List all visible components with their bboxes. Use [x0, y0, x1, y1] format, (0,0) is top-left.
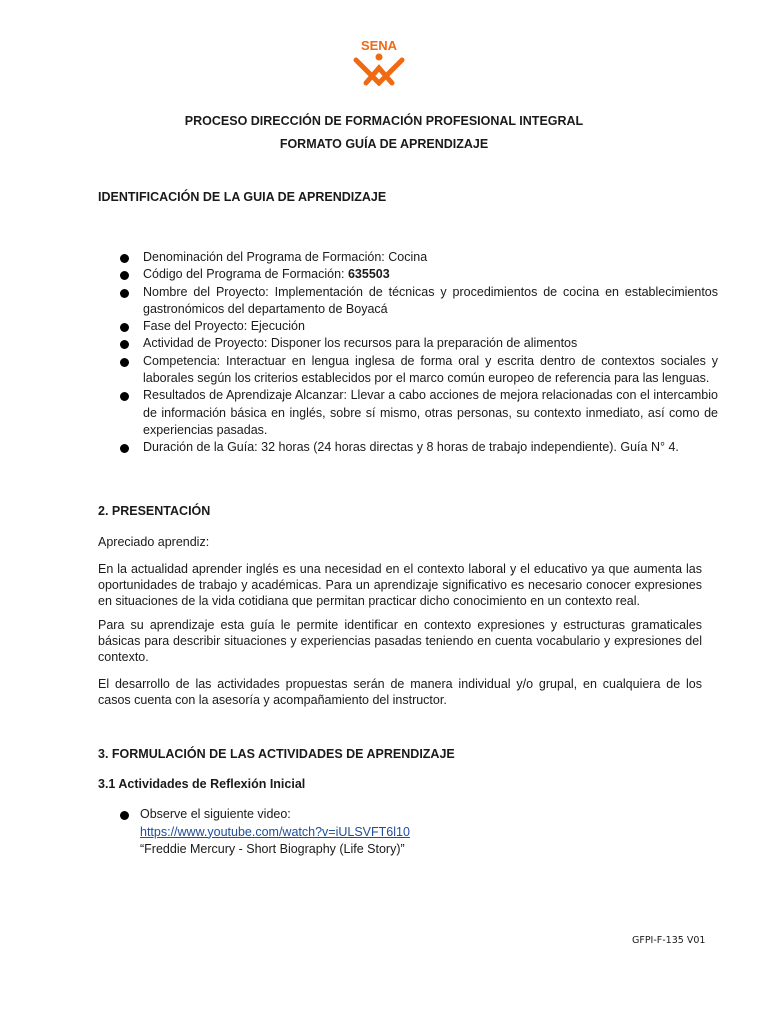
- presentation-paragraph-2: Para su aprendizaje esta guía le permite identificar en contexto expresiones y estructuras gramaticales básicas para describir situaciones y experiencias pasadas teniendo en cuenta vocabulario y expresiones del contexto.: [98, 618, 702, 664]
- presentation-heading: 2. PRESENTACIÓN: [98, 504, 211, 518]
- list-item: Competencia: Interactuar en lengua inglesa de forma oral y escrita dentro de contextos sociales y laborales según los criterios establecidos por el marco común europeo de referencia para las lenguas.: [98, 353, 718, 388]
- sena-logo: [350, 38, 408, 86]
- list-item: Observe el siguiente video: https://www.youtube.com/watch?v=iULSVFT6l10 “Freddie Mercury - Short Biography (Life Story)”: [98, 806, 678, 859]
- activities-list: [98, 806, 678, 859]
- greeting: Apreciado aprendiz:: [98, 535, 210, 549]
- program-code: 635503: [347, 267, 390, 282]
- list-item: Denominación del Programa de Formación: Cocina: [98, 249, 718, 266]
- list-item: Fase del Proyecto: Ejecución: [98, 318, 718, 335]
- footer-code: GFPI-F-135 V01: [632, 935, 706, 946]
- list-item: Nombre del Proyecto: Implementación de técnicas y procedimientos de cocina en establecimientos gastronómicos del departamento de Boyacá: [98, 284, 718, 319]
- document-process-title: PROCESO DIRECCIÓN DE FORMACIÓN PROFESIONAL INTEGRAL: [184, 114, 584, 128]
- presentation-paragraph-3: El desarrollo de las actividades propuestas serán de manera individual y/o grupal, en cualquiera de los casos cuenta con la asesoría y acompañamiento del instructor.: [98, 677, 702, 707]
- list-item: Código del Programa de Formación: 635503: [98, 266, 718, 283]
- video-title: “Freddie Mercury - Short Biography (Life Story)”: [140, 842, 405, 856]
- identification-heading: IDENTIFICACIÓN DE LA GUIA DE APRENDIZAJE: [98, 190, 387, 204]
- list-item: Resultados de Aprendizaje Alcanzar: Llevar a cabo acciones de mejora relacionadas con el intercambio de información básica en inglés, sobre sí mismo, otras personas, su contexto inmediato, así como de experiencias pasadas.: [98, 387, 718, 439]
- presentation-paragraph-1: En la actualidad aprender inglés es una necesidad en el contexto laboral y el educativo ya que aumenta las oportunidades de trabajo y académicas. Para un aprendizaje significativo es necesario conocer expresiones en situaciones de la vida cotidiana que permitan practicar dicho conocimiento en un contexto real.: [98, 562, 702, 608]
- list-item: Actividad de Proyecto: Disponer los recursos para la preparación de alimentos: [98, 335, 718, 352]
- video-link[interactable]: https://www.youtube.com/watch?v=iULSVFT6l10: [140, 824, 410, 839]
- reflection-subheading: 3.1 Actividades de Reflexión Inicial: [98, 777, 306, 791]
- list-item: Duración de la Guía: 32 horas (24 horas directas y 8 horas de trabajo independiente). Guía N° 4.: [98, 439, 718, 456]
- logo-text: SENA: [360, 38, 398, 53]
- sena-logo-icon: [350, 38, 408, 86]
- document-format-title: FORMATO GUÍA DE APRENDIZAJE: [279, 137, 489, 151]
- activities-heading: 3. FORMULACIÓN DE LAS ACTIVIDADES DE APRENDIZAJE: [98, 747, 455, 761]
- identification-list: [98, 249, 718, 457]
